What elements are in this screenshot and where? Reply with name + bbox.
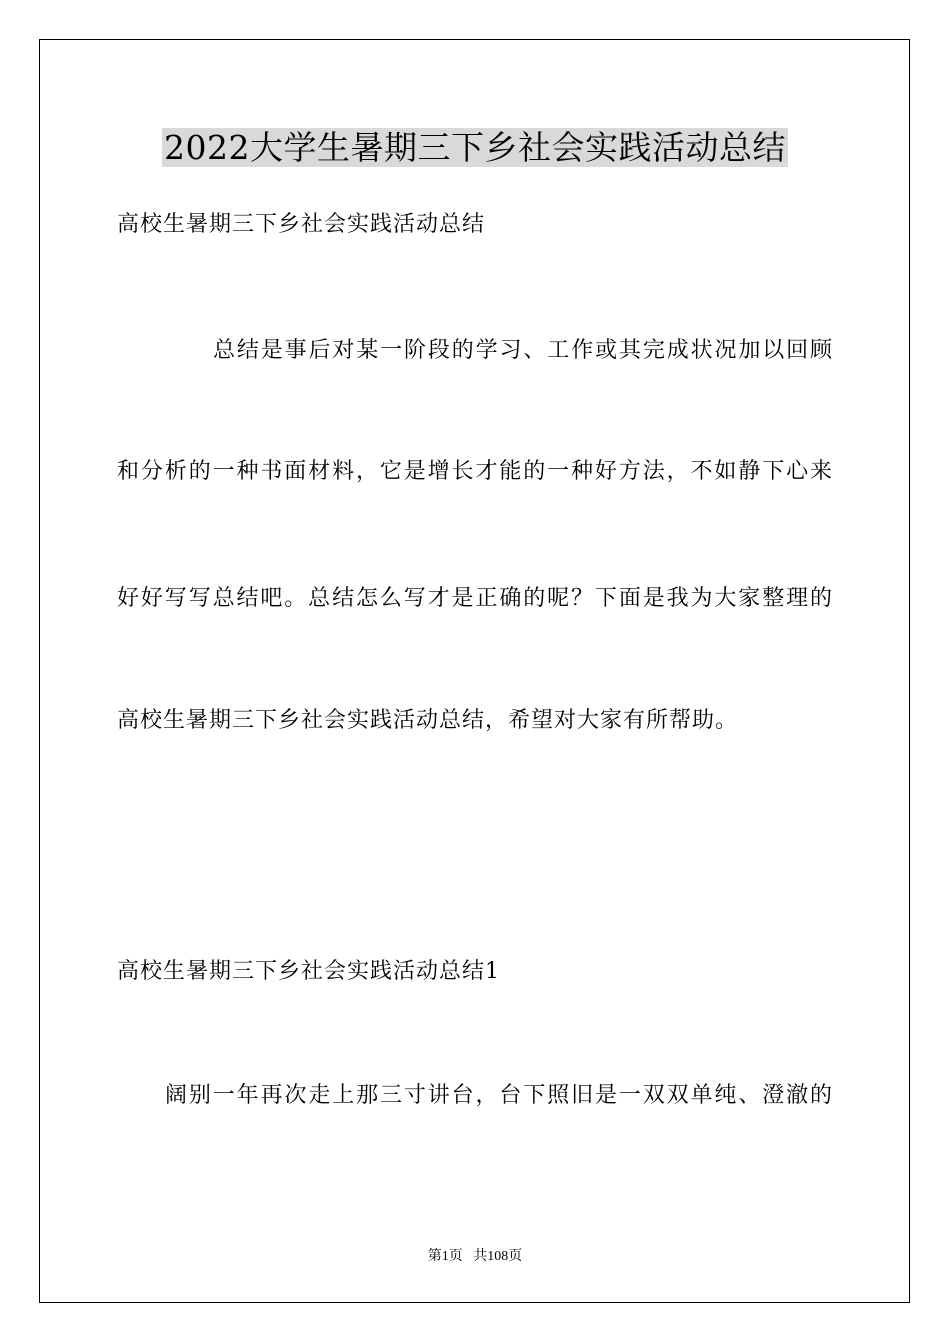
page-footer: 第1页 共108页	[427, 1249, 523, 1264]
paragraph-1-line-4: 高校生暑期三下乡社会实践活动总结，希望对大家有所帮助。	[117, 708, 739, 733]
document-title-text: 2022大学生暑期三下乡社会实践活动总结	[164, 128, 786, 167]
paragraph-2-line-1: 阔别一年再次走上那三寸讲台，台下照旧是一双双单纯、澄澈的	[165, 1083, 833, 1108]
document-title	[0, 122, 950, 174]
document-subtitle: 高校生暑期三下乡社会实践活动总结	[117, 212, 486, 237]
paragraph-1-line-3: 好好写写总结吧。总结怎么写才是正确的呢？下面是我为大家整理的	[117, 586, 833, 611]
paragraph-1-line-1: 总结是事后对某一阶段的学习、工作或其完成状况加以回顾	[213, 338, 833, 363]
section-heading: 高校生暑期三下乡社会实践活动总结1	[117, 959, 500, 984]
paragraph-1-line-2: 和分析的一种书面材料，它是增长才能的一种好方法，不如静下心来	[117, 459, 833, 484]
